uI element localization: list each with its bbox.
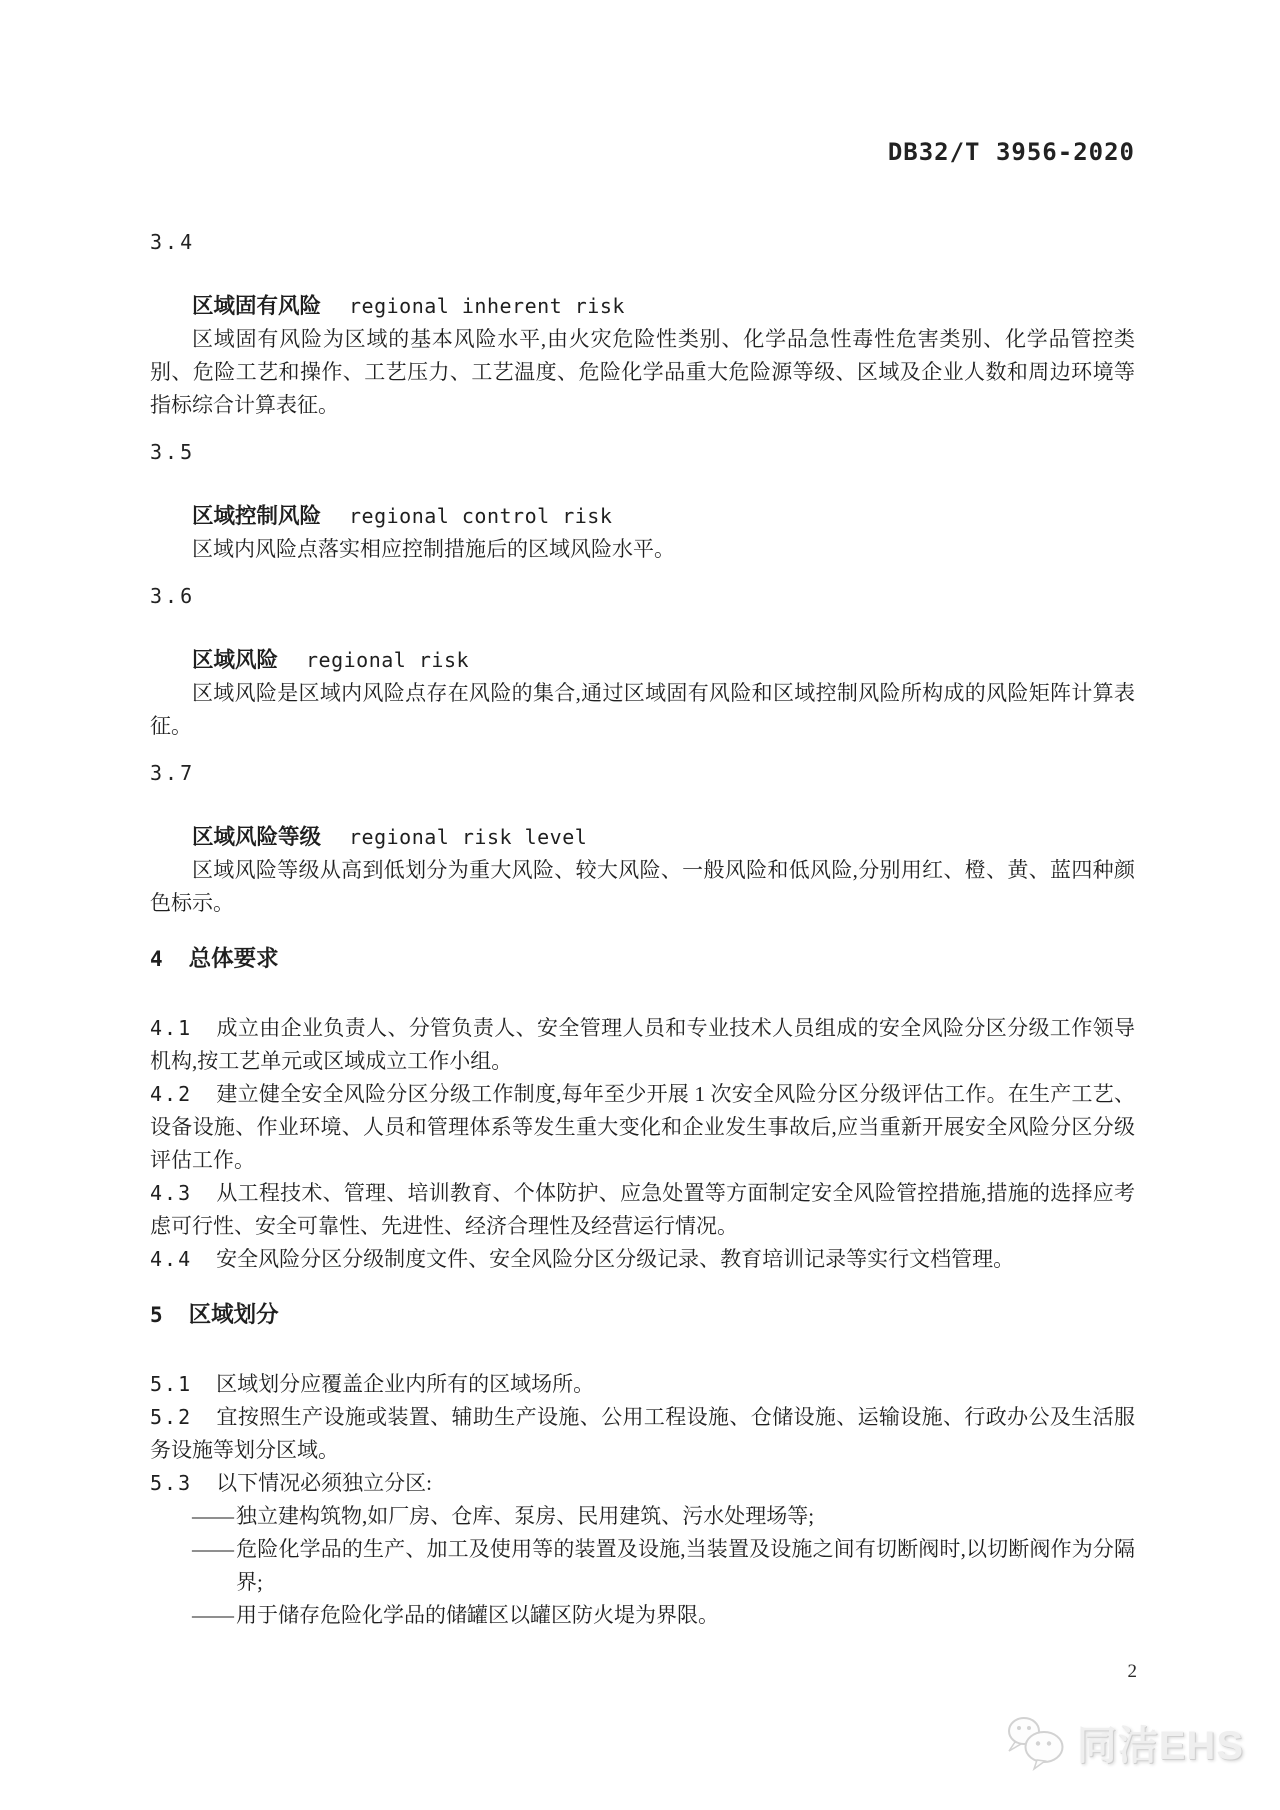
term-en: regional inherent risk (349, 294, 625, 318)
definition-body: 区域固有风险为区域的基本风险水平,由火灾危险性类别、化学品急性毒性危害类别、化学品管控类别、危险工艺和操作、工艺压力、工艺温度、危险化学品重大危险源等级、区域及企业人数和周边环境等指标综合计算表征。 (150, 327, 1135, 417)
clause-number: 5.1 (150, 1372, 193, 1396)
clause-number: 5.2 (150, 1405, 193, 1429)
bullet-item (192, 1533, 1135, 1599)
definition-block (150, 500, 1135, 566)
bullet-text: 危险化学品的生产、加工及使用等的装置及设施,当装置及设施之间有切断阀时,以切断阀作为分隔界; (236, 1537, 1135, 1594)
bullet-item (192, 1599, 1135, 1632)
clause-text: 宜按照生产设施或装置、辅助生产设施、公用工程设施、仓储设施、运输设施、行政办公及生活服务设施等划分区域。 (150, 1405, 1135, 1462)
definition-body: 区域风险等级从高到低划分为重大风险、较大风险、一般风险和低风险,分别用红、橙、黄、蓝四种颜色标示。 (150, 858, 1135, 915)
term-line (150, 500, 1135, 533)
term-zh: 区域固有风险 (192, 294, 322, 318)
term-zh: 区域风险 (192, 648, 279, 672)
clause-5-2 (150, 1401, 1135, 1467)
bullet-dash: —— (192, 1504, 234, 1528)
watermark-text: 同洁EHS (1076, 1723, 1244, 1768)
term-line (150, 290, 1135, 323)
bullet-list (150, 1500, 1135, 1632)
definition-body: 区域内风险点落实相应控制措施后的区域风险水平。 (192, 537, 675, 561)
chapter-number: 4 (150, 947, 165, 971)
definition-3-4 (150, 230, 1135, 422)
chapter-title: 区域划分 (188, 1302, 279, 1327)
term-zh: 区域风险等级 (192, 825, 322, 849)
clause-text: 建立健全安全风险分区分级工作制度,每年至少开展 1 次安全风险分区分级评估工作。在生产工艺、设备设施、作业环境、人员和管理体系等发生重大变化和企业发生事故后,应当重新开展安全风险分区分级评估工作。 (150, 1082, 1135, 1172)
clause-number: 3.5 (150, 440, 196, 464)
clause-text: 从工程技术、管理、培训教育、个体防护、应急处置等方面制定安全风险管控措施,措施的选择应考虑可行性、安全可靠性、先进性、经济合理性及经营运行情况。 (150, 1181, 1135, 1238)
clause-text: 成立由企业负责人、分管负责人、安全管理人员和专业技术人员组成的安全风险分区分级工作领导机构,按工艺单元或区域成立工作小组。 (150, 1016, 1135, 1073)
bullet-dash: —— (192, 1603, 234, 1627)
clause-5-1 (150, 1368, 1135, 1401)
term-en: regional risk level (349, 825, 588, 849)
definition-block (150, 644, 1135, 743)
clause-text: 以下情况必须独立分区: (216, 1471, 432, 1495)
clause-number: 4.1 (150, 1016, 193, 1040)
definition-3-7 (150, 761, 1135, 920)
clause-5-3 (150, 1467, 1135, 1500)
clause-4-4 (150, 1243, 1135, 1276)
term-line (150, 821, 1135, 854)
term-en: regional control risk (349, 504, 613, 528)
clause-number: 4.4 (150, 1247, 193, 1271)
chapter-number: 5 (150, 1303, 165, 1327)
definition-3-6 (150, 584, 1135, 743)
watermark (1003, 1712, 1244, 1772)
clause-text: 安全风险分区分级制度文件、安全风险分区分级记录、教育培训记录等实行文档管理。 (216, 1247, 1015, 1271)
bullet-text: 用于储存危险化学品的储罐区以罐区防火堤为界限。 (236, 1603, 719, 1627)
clause-number: 5.3 (150, 1471, 193, 1495)
bullet-text: 独立建构筑物,如厂房、仓库、泵房、民用建筑、污水处理场等; (236, 1504, 815, 1528)
bullet-dash: —— (192, 1537, 234, 1561)
clause-number: 4.2 (150, 1082, 193, 1106)
clause-4-2 (150, 1078, 1135, 1177)
clause-text: 区域划分应覆盖企业内所有的区域场所。 (216, 1372, 595, 1396)
clause-number: 4.3 (150, 1181, 193, 1205)
chapter-title: 总体要求 (188, 946, 279, 971)
term-en: regional risk (306, 648, 470, 672)
clause-number: 3.6 (150, 584, 196, 608)
clause-4-1 (150, 1012, 1135, 1078)
term-zh: 区域控制风险 (192, 504, 322, 528)
bullet-item (192, 1500, 1135, 1533)
clause-number: 3.7 (150, 761, 196, 785)
chapter-heading-4 (150, 946, 1135, 972)
wechat-icon (1003, 1712, 1069, 1772)
chapter-heading-5 (150, 1302, 1135, 1328)
definition-3-5 (150, 440, 1135, 566)
clause-4-3 (150, 1177, 1135, 1243)
term-line (150, 644, 1135, 677)
definition-block (150, 821, 1135, 920)
page-number: 2 (1127, 1661, 1137, 1682)
doc-number: DB32/T 3956-2020 (887, 138, 1135, 166)
definition-block (150, 290, 1135, 422)
clause-number: 3.4 (150, 230, 196, 254)
definition-body: 区域风险是区域内风险点存在风险的集合,通过区域固有风险和区域控制风险所构成的风险矩阵计算表征。 (150, 681, 1135, 738)
